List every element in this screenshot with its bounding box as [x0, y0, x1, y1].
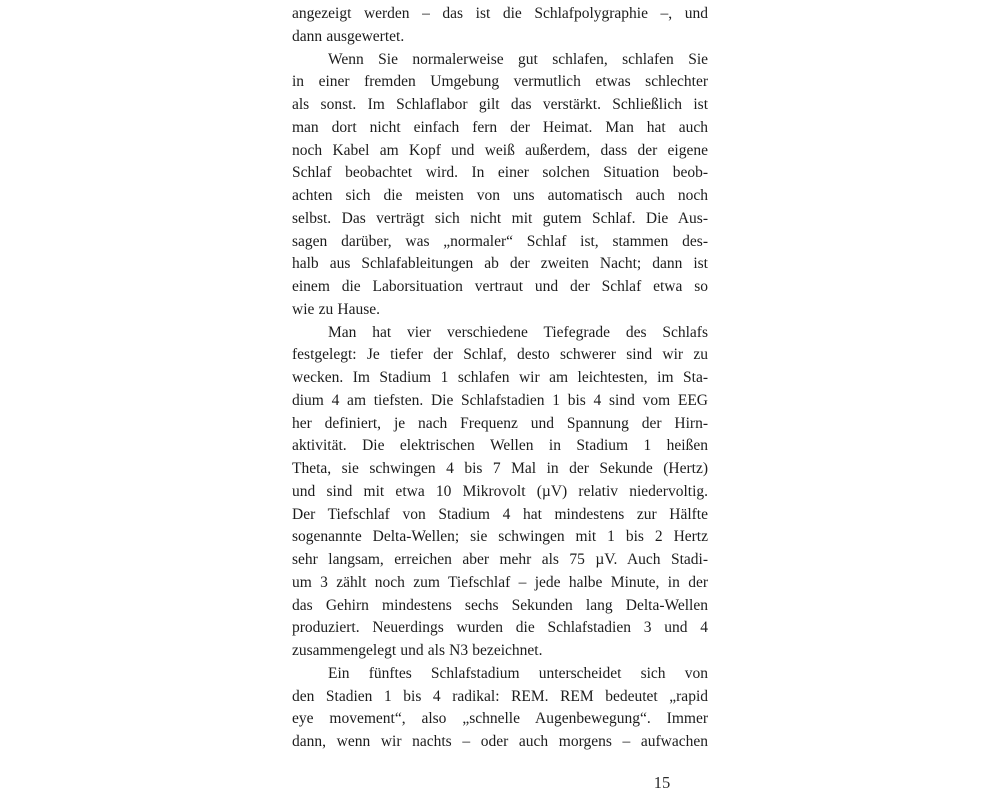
text-line: den Stadien 1 bis 4 radikal: REM. REM bedeutet „rapid — [292, 687, 708, 705]
text-line: Man hat vier verschiedene Tiefegrade des Schlafs — [328, 323, 708, 341]
text-line: produziert. Neuerdings wurden die Schlafstadien 3 und 4 — [292, 619, 708, 637]
text-line: Ein fünftes Schlafstadium unterscheidet sich von — [328, 664, 708, 682]
text-line: Wenn Sie normalerweise gut schlafen, schlafen Sie — [328, 50, 708, 68]
text-line: Theta, sie schwingen 4 bis 7 Mal in der Sekunde (Hertz) — [292, 460, 708, 477]
text-line: sogenannte Delta-Wellen; sie schwingen mit 1 bis 2 Hertz — [292, 528, 708, 546]
page-number: 15 — [653, 773, 671, 792]
text-line: einem die Laborsituation vertraut und der Schlaf etwa so — [292, 278, 708, 295]
text-line: wecken. Im Stadium 1 schlafen wir am leichtesten, im Sta- — [292, 369, 708, 386]
text-line: achten sich die meisten von uns automatisch auch noch — [292, 187, 708, 204]
text-line: man dort nicht einfach fern der Heimat. Man hat auch — [292, 118, 708, 136]
text-line: und sind mit etwa 10 Mikrovolt (µV) relativ niedervoltig. — [292, 482, 708, 500]
text-line: sehr langsam, erreichen aber mehr als 75 µV. Auch Stadi- — [292, 551, 708, 568]
text-line: dann, wenn wir nachts – oder auch morgens – aufwachen — [292, 733, 708, 750]
text-line: selbst. Das verträgt sich nicht mit gutem Schlaf. Die Aus- — [292, 209, 708, 227]
text-line: als sonst. Im Schlaflabor gilt das verstärkt. Schließlich ist — [292, 96, 708, 113]
text-line: festgelegt: Je tiefer der Schlaf, desto schwerer sind wir zu — [292, 346, 708, 364]
text-line: um 3 zählt noch zum Tiefschlaf – jede halbe Minute, in der — [292, 573, 708, 591]
text-line: angezeigt werden – das ist die Schlafpolygraphie –, und — [292, 5, 708, 22]
text-block — [292, 3, 708, 754]
text-line: eye movement“, also „schnelle Augenbewegung“. Immer — [292, 710, 708, 728]
text-line: Der Tiefschlaf von Stadium 4 hat mindestens zur Hälfte — [292, 505, 708, 523]
text-line: aktivität. Die elektrischen Wellen in Stadium 1 heißen — [292, 437, 708, 455]
text-line: das Gehirn mindestens sechs Sekunden lang Delta-Wellen — [292, 596, 708, 614]
text-line: Schlaf beobachtet wird. In einer solchen Situation beob- — [292, 164, 708, 182]
text-line: dium 4 am tiefsten. Die Schlafstadien 1 bis 4 sind vom EEG — [292, 391, 708, 409]
text-line: halb aus Schlafableitungen ab der zweiten Nacht; dann ist — [292, 255, 708, 273]
text-line: sagen darüber, was „normaler“ Schlaf ist, stammen des- — [292, 232, 708, 250]
text-line: her definiert, je nach Frequenz und Spannung der Hirn- — [292, 414, 708, 432]
text-line: noch Kabel am Kopf und weiß außerdem, dass der eigene — [292, 141, 708, 159]
text-line: dann ausgewertet. — [292, 27, 405, 45]
text-line: wie zu Hause. — [292, 300, 380, 318]
text-line: zusammengelegt und als N3 bezeichnet. — [292, 642, 543, 659]
text-line: in einer fremden Umgebung vermutlich etwas schlechter — [292, 73, 708, 91]
